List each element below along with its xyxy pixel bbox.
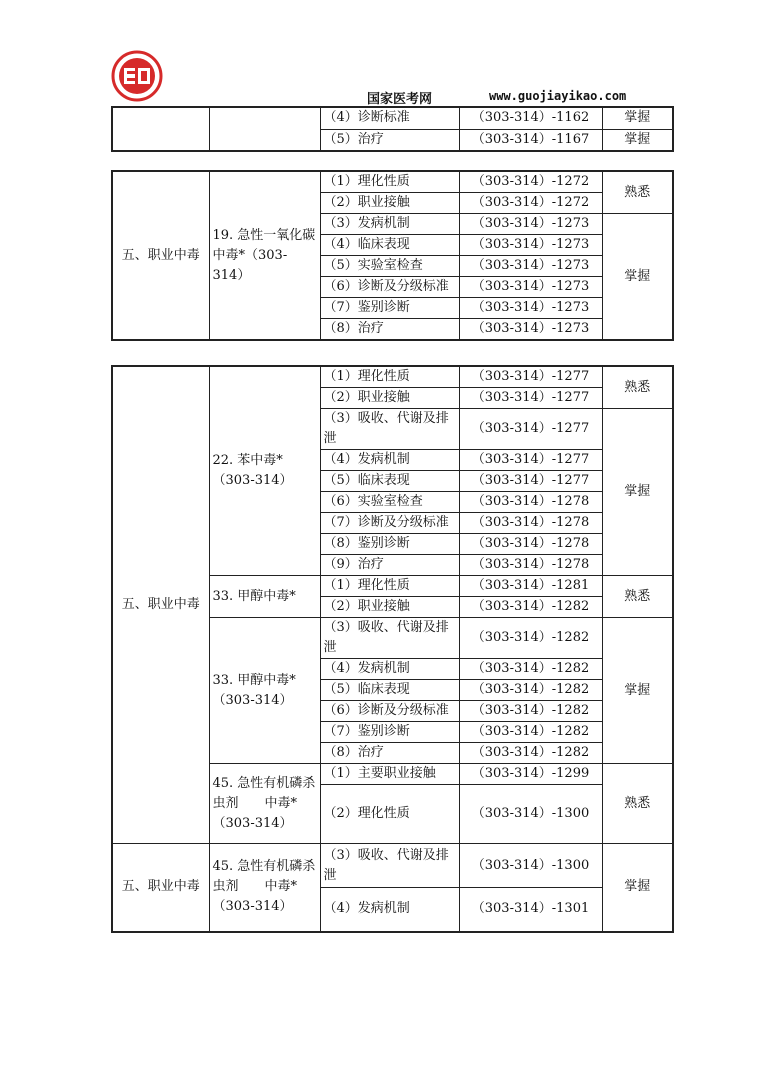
item-cell: （2）理化性质 xyxy=(320,785,459,844)
code-cell: （303-314）-1282 xyxy=(459,680,602,701)
level-cell: 熟悉 xyxy=(602,171,673,214)
syllabus-table-continuation xyxy=(111,106,674,152)
site-url[interactable]: www.guojiayikao.com xyxy=(489,89,627,103)
level-cell: 熟悉 xyxy=(602,366,673,409)
code-cell: （303-314）-1273 xyxy=(459,256,602,277)
category-cell: 五、职业中毒 xyxy=(112,171,209,340)
code-cell: （303-314）-1273 xyxy=(459,214,602,235)
level-cell: 掌握 xyxy=(602,129,673,151)
level-cell: 掌握 xyxy=(602,844,673,932)
level-cell: 掌握 xyxy=(602,214,673,341)
item-cell: （9）治疗 xyxy=(320,555,459,576)
code-cell: （303-314）-1277 xyxy=(459,450,602,471)
code-cell: （303-314）-1272 xyxy=(459,171,602,193)
code-cell: （303-314）-1281 xyxy=(459,576,602,597)
table-row xyxy=(112,366,673,388)
level-cell: 熟悉 xyxy=(602,764,673,844)
item-cell: （1）理化性质 xyxy=(320,171,459,193)
subject-cell xyxy=(209,107,320,151)
item-cell: （1）主要职业接触 xyxy=(320,764,459,785)
code-cell: （303-314）-1282 xyxy=(459,597,602,618)
item-cell: （1）理化性质 xyxy=(320,576,459,597)
code-cell: （303-314）-1277 xyxy=(459,409,602,450)
item-cell: （8）治疗 xyxy=(320,319,459,341)
item-cell: （2）职业接触 xyxy=(320,388,459,409)
syllabus-table-occupational-poisoning xyxy=(111,365,674,933)
level-cell: 掌握 xyxy=(602,618,673,764)
code-cell: （303-314）-1278 xyxy=(459,492,602,513)
code-cell: （303-314）-1277 xyxy=(459,471,602,492)
item-cell: （5）临床表现 xyxy=(320,471,459,492)
subject-cell: 19. 急性一氧化碳中毒*（303-314） xyxy=(209,171,320,340)
code-cell: （303-314）-1273 xyxy=(459,277,602,298)
subject-cell: 22. 苯中毒*（303-314） xyxy=(209,366,320,576)
level-cell: 掌握 xyxy=(602,409,673,576)
code-cell: （303-314）-1282 xyxy=(459,701,602,722)
code-cell: （303-314）-1277 xyxy=(459,388,602,409)
item-cell: （3）吸收、代谢及排泄 xyxy=(320,409,459,450)
code-cell: （303-314）-1277 xyxy=(459,366,602,388)
code-cell: （303-314）-1162 xyxy=(459,107,602,129)
item-cell: （5）实验室检查 xyxy=(320,256,459,277)
code-cell: （303-314）-1301 xyxy=(459,888,602,932)
code-cell: （303-314）-1282 xyxy=(459,618,602,659)
code-cell: （303-314）-1278 xyxy=(459,555,602,576)
code-cell: （303-314）-1278 xyxy=(459,534,602,555)
level-cell: 熟悉 xyxy=(602,576,673,618)
code-cell: （303-314）-1282 xyxy=(459,722,602,743)
item-cell: （4）发病机制 xyxy=(320,888,459,932)
item-cell: （4）发病机制 xyxy=(320,450,459,471)
item-cell: （7）鉴别诊断 xyxy=(320,722,459,743)
code-cell: （303-314）-1273 xyxy=(459,319,602,341)
code-cell: （303-314）-1300 xyxy=(459,785,602,844)
item-cell: （1）理化性质 xyxy=(320,366,459,388)
subject-cell: 45. 急性有机磷杀虫剂 中毒*（303-314） xyxy=(209,764,320,844)
subject-cell: 45. 急性有机磷杀虫剂 中毒*（303-314） xyxy=(209,844,320,932)
item-cell: （8）鉴别诊断 xyxy=(320,534,459,555)
item-cell: （2）职业接触 xyxy=(320,597,459,618)
item-cell: （4）发病机制 xyxy=(320,659,459,680)
item-cell: （7）鉴别诊断 xyxy=(320,298,459,319)
category-cell xyxy=(112,107,209,151)
item-cell: （8）治疗 xyxy=(320,743,459,764)
item-cell: （6）实验室检查 xyxy=(320,492,459,513)
table-row xyxy=(112,171,673,193)
item-cell: （5）临床表现 xyxy=(320,680,459,701)
code-cell: （303-314）-1282 xyxy=(459,743,602,764)
code-cell: （303-314）-1272 xyxy=(459,193,602,214)
table-row xyxy=(112,844,673,888)
code-cell: （303-314）-1273 xyxy=(459,235,602,256)
code-cell: （303-314）-1299 xyxy=(459,764,602,785)
code-cell: （303-314）-1278 xyxy=(459,513,602,534)
subject-cell: 33. 甲醇中毒*（303-314） xyxy=(209,618,320,764)
item-cell: （2）职业接触 xyxy=(320,193,459,214)
category-cell: 五、职业中毒 xyxy=(112,366,209,844)
item-cell: （3）吸收、代谢及排泄 xyxy=(320,844,459,888)
code-cell: （303-314）-1167 xyxy=(459,129,602,151)
item-cell: （4）诊断标准 xyxy=(320,107,459,129)
category-cell: 五、职业中毒 xyxy=(112,844,209,932)
code-cell: （303-314）-1300 xyxy=(459,844,602,888)
table-row xyxy=(112,107,673,129)
subject-cell: 33. 甲醇中毒* xyxy=(209,576,320,618)
item-cell: （4）临床表现 xyxy=(320,235,459,256)
guojiayikao-logo-icon xyxy=(111,50,163,102)
item-cell: （3）吸收、代谢及排泄 xyxy=(320,618,459,659)
item-cell: （6）诊断及分级标准 xyxy=(320,701,459,722)
item-cell: （5）治疗 xyxy=(320,129,459,151)
item-cell: （3）发病机制 xyxy=(320,214,459,235)
level-cell: 掌握 xyxy=(602,107,673,129)
code-cell: （303-314）-1273 xyxy=(459,298,602,319)
item-cell: （6）诊断及分级标准 xyxy=(320,277,459,298)
syllabus-table-co-poisoning xyxy=(111,170,674,341)
code-cell: （303-314）-1282 xyxy=(459,659,602,680)
site-name: 国家医考网 xyxy=(367,92,433,107)
item-cell: （7）诊断及分级标准 xyxy=(320,513,459,534)
